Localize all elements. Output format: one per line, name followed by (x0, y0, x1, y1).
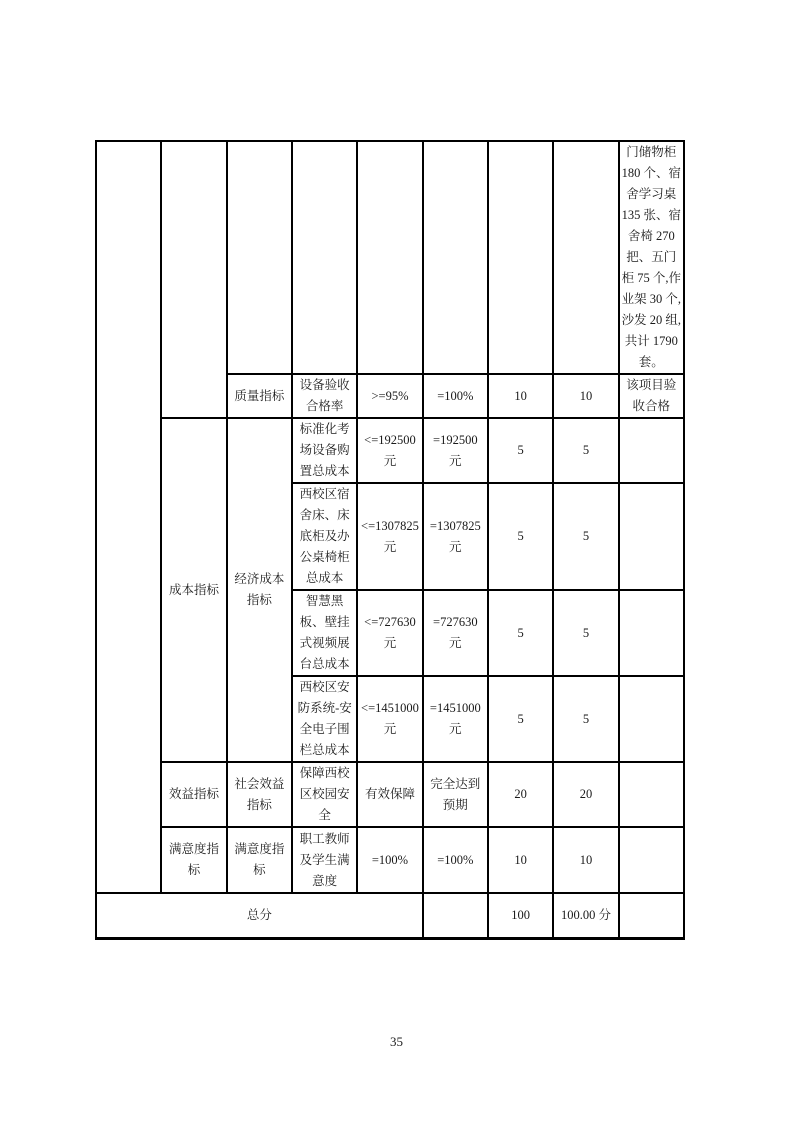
cell-maxscore-continued (488, 141, 553, 374)
satisfaction-actual: =100% (423, 827, 488, 893)
cost-actual: =192500 元 (423, 418, 488, 483)
cell-target-continued (357, 141, 422, 374)
cost-score: 5 (553, 590, 618, 676)
cost-target: <=727630 元 (357, 590, 422, 676)
satisfaction-max-score: 10 (488, 827, 553, 893)
satisfaction-indicator: 职工教师及学生满意度 (292, 827, 357, 893)
cell-level2-continued (227, 141, 292, 374)
quality-score: 10 (553, 374, 618, 418)
page-number: 35 (390, 1034, 403, 1049)
total-score: 100.00 分 (553, 893, 618, 938)
benefit-score: 20 (553, 762, 618, 827)
total-max-score: 100 (488, 893, 553, 938)
benefit-target: 有效保障 (357, 762, 422, 827)
cost-max-score: 5 (488, 483, 553, 590)
benefit-note (619, 762, 684, 827)
total-blank (423, 893, 488, 938)
quality-note: 该项目验收合格 (619, 374, 684, 418)
satisfaction-score: 10 (553, 827, 618, 893)
cost-max-score: 5 (488, 418, 553, 483)
total-note (619, 893, 684, 938)
quality-indicator: 设备验收合格率 (292, 374, 357, 418)
cost-indicator: 西校区宿舍床、床底柜及办公桌椅柜总成本 (292, 483, 357, 590)
cost-max-score: 5 (488, 676, 553, 762)
cost-note (619, 590, 684, 676)
cost-score: 5 (553, 483, 618, 590)
cost-indicator: 智慧黑板、壁挂式视频展台总成本 (292, 590, 357, 676)
cost-actual: =1451000 元 (423, 676, 488, 762)
satisfaction-level2: 满意度指标 (227, 827, 292, 893)
cost-level2: 经济成本指标 (227, 418, 292, 762)
cell-level1-continued (161, 141, 226, 418)
cost-target: <=1451000 元 (357, 676, 422, 762)
cost-score: 5 (553, 676, 618, 762)
cost-note (619, 676, 684, 762)
cell-note-continued: 门储物柜 180 个、宿舍学习桌 135 张、宿舍椅 270 把、五门柜 75 个,作业架 30 个,沙发 20 组,共计 1790 套。 (619, 141, 684, 374)
cost-indicator: 西校区安防系统-安全电子围栏总成本 (292, 676, 357, 762)
cost-indicator: 标准化考场设备购置总成本 (292, 418, 357, 483)
cell-indicator-continued (292, 141, 357, 374)
cost-level1: 成本指标 (161, 418, 226, 762)
cost-note (619, 483, 684, 590)
quality-max-score: 10 (488, 374, 553, 418)
cell-actual-continued (423, 141, 488, 374)
cost-score: 5 (553, 418, 618, 483)
cost-target: <=1307825 元 (357, 483, 422, 590)
cost-max-score: 5 (488, 590, 553, 676)
table-row (96, 141, 684, 374)
satisfaction-level1: 满意度指标 (161, 827, 226, 893)
total-label: 总分 (96, 893, 423, 938)
table-row (96, 418, 684, 483)
table-row (96, 762, 684, 827)
quality-target: >=95% (357, 374, 422, 418)
cost-actual: =1307825 元 (423, 483, 488, 590)
benefit-max-score: 20 (488, 762, 553, 827)
satisfaction-note (619, 827, 684, 893)
cell-score-continued (553, 141, 618, 374)
benefit-indicator: 保障西校区校园安全 (292, 762, 357, 827)
satisfaction-target: =100% (357, 827, 422, 893)
cost-note (619, 418, 684, 483)
table-row (96, 827, 684, 893)
cost-target: <=192500 元 (357, 418, 422, 483)
cell-category-continued (96, 141, 161, 893)
table-row (96, 893, 684, 938)
benefit-actual: 完全达到预期 (423, 762, 488, 827)
quality-actual: =100% (423, 374, 488, 418)
cost-actual: =727630 元 (423, 590, 488, 676)
benefit-level1: 效益指标 (161, 762, 226, 827)
benefit-level2: 社会效益指标 (227, 762, 292, 827)
quality-level2: 质量指标 (227, 374, 292, 418)
performance-indicator-table (95, 140, 685, 940)
